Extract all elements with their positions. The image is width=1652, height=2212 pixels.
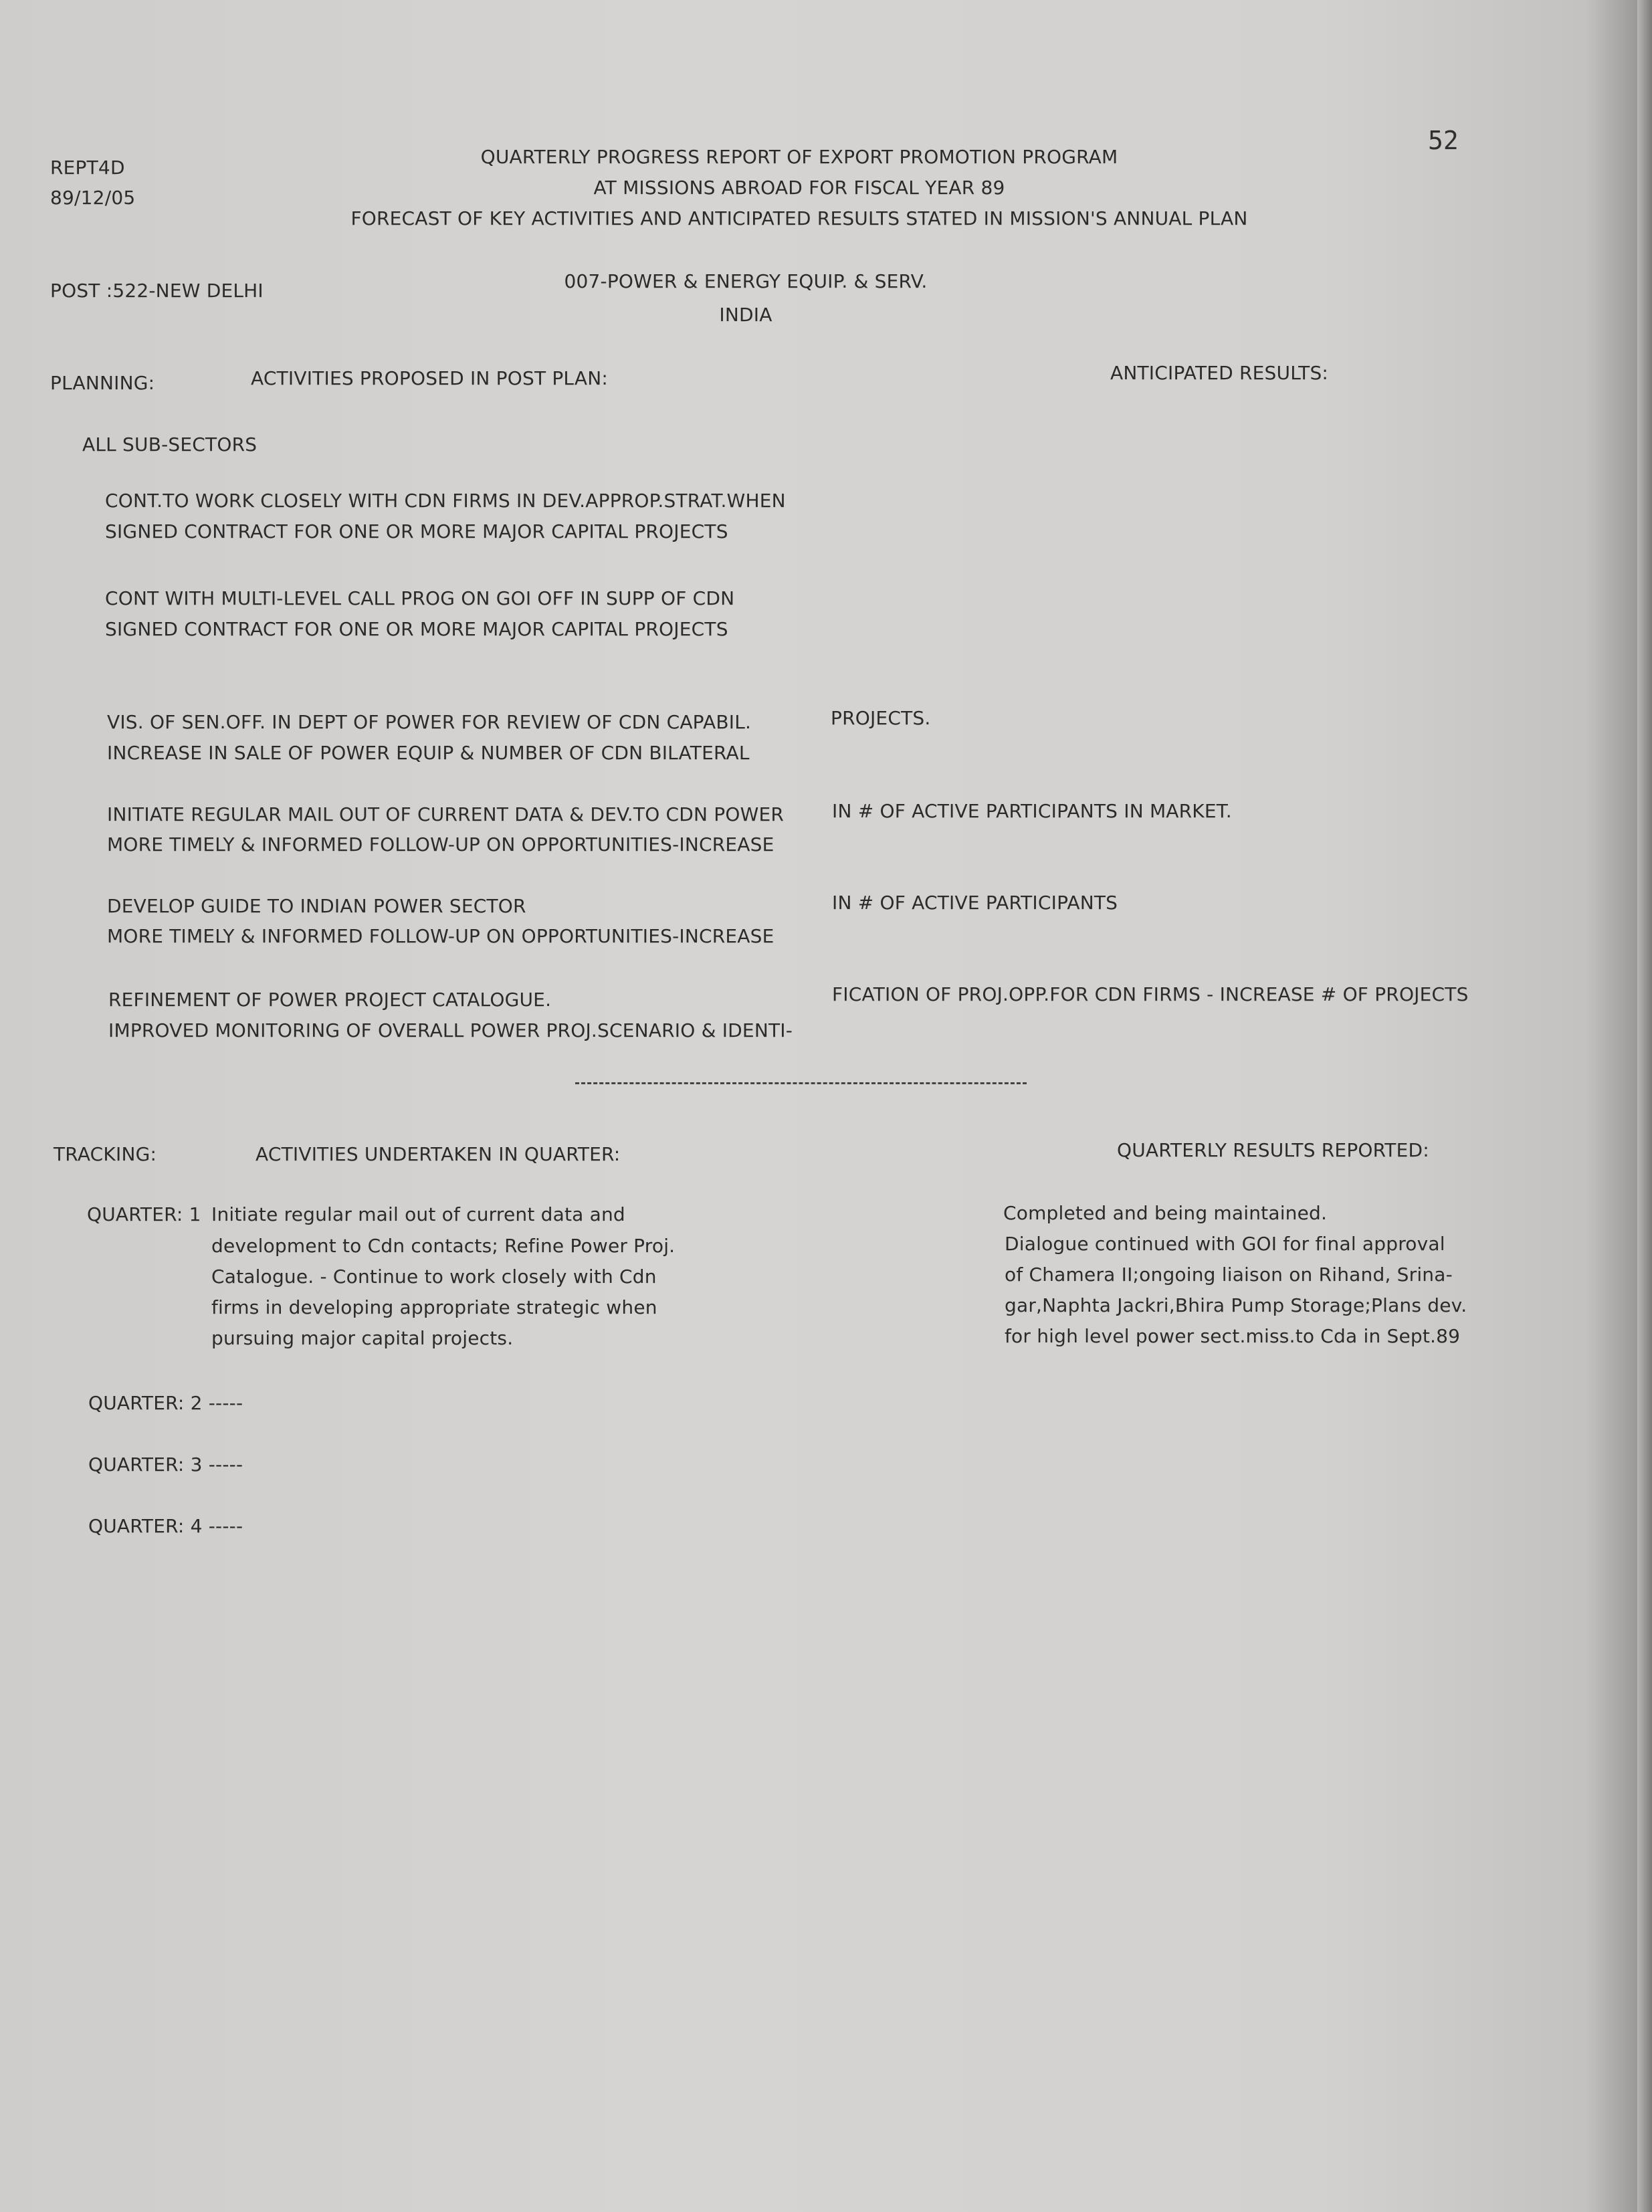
plan-activity-4-line-2: MORE TIMELY & INFORMED FOLLOW-UP ON OPPORTUNITIES-INCREASE xyxy=(107,833,775,856)
page-number: 52 xyxy=(1428,126,1459,155)
post-label: POST :522-NEW DELHI xyxy=(50,280,264,302)
planning-results-heading: ANTICIPATED RESULTS: xyxy=(1110,362,1329,384)
plan-activity-1-line-2: SIGNED CONTRACT FOR ONE OR MORE MAJOR CAPITAL PROJECTS xyxy=(105,520,728,542)
quarter-1-activity-line-3: Catalogue. - Continue to work closely with Cdn xyxy=(211,1266,657,1288)
quarter-1-activity-line-4: firms in developing appropriate strategic when xyxy=(211,1296,657,1318)
quarter-1-label: QUARTER: 1 xyxy=(87,1203,201,1225)
plan-activity-5-line-1: DEVELOP GUIDE TO INDIAN POWER SECTOR xyxy=(107,895,526,917)
quarter-1-result-line-1: Completed and being maintained. xyxy=(1003,1202,1328,1224)
plan-result-4-line-1: IN # OF ACTIVE PARTICIPANTS IN MARKET. xyxy=(832,800,1232,822)
section-divider xyxy=(575,1082,1027,1084)
planning-activities-heading: ACTIVITIES PROPOSED IN POST PLAN: xyxy=(251,367,609,389)
plan-activity-5-line-2: MORE TIMELY & INFORMED FOLLOW-UP ON OPPORTUNITIES-INCREASE xyxy=(107,925,775,947)
subsector-label: ALL SUB-SECTORS xyxy=(82,433,257,456)
plan-activity-2-line-1: CONT WITH MULTI-LEVEL CALL PROG ON GOI OFF IN SUPP OF CDN xyxy=(105,587,735,609)
quarter-1-result-line-5: for high level power sect.miss.to Cda in Sept.89 xyxy=(1005,1325,1461,1347)
quarter-4-label: QUARTER: 4 ----- xyxy=(88,1515,243,1537)
title-line-3: FORECAST OF KEY ACTIVITIES AND ANTICIPATED RESULTS STATED IN MISSION'S ANNUAL PLAN xyxy=(350,207,1248,229)
report-date: 89/12/05 xyxy=(50,187,136,209)
plan-result-5-line-1: IN # OF ACTIVE PARTICIPANTS xyxy=(832,892,1118,914)
quarter-1-activity-line-2: development to Cdn contacts; Refine Power Proj. xyxy=(211,1235,676,1257)
plan-activity-2-line-2: SIGNED CONTRACT FOR ONE OR MORE MAJOR CAPITAL PROJECTS xyxy=(105,618,728,640)
plan-activity-3-line-1: VIS. OF SEN.OFF. IN DEPT OF POWER FOR REVIEW OF CDN CAPABIL. xyxy=(107,711,752,733)
country-label: INDIA xyxy=(719,304,772,326)
tracking-label: TRACKING: xyxy=(54,1143,157,1165)
quarter-1-result-line-3: of Chamera II;ongoing liaison on Rihand, Srina- xyxy=(1005,1264,1453,1286)
title-line-1: QUARTERLY PROGRESS REPORT OF EXPORT PROMOTION PROGRAM xyxy=(480,146,1118,168)
plan-activity-4-line-1: INITIATE REGULAR MAIL OUT OF CURRENT DATA & DEV.TO CDN POWER xyxy=(107,803,785,825)
quarter-1-result-line-2: Dialogue continued with GOI for final approval xyxy=(1005,1233,1445,1255)
plan-activity-6-line-2: IMPROVED MONITORING OF OVERALL POWER PROJ.SCENARIO & IDENTI- xyxy=(108,1019,793,1041)
title-line-2: AT MISSIONS ABROAD FOR FISCAL YEAR 89 xyxy=(593,177,1005,199)
quarter-1-activity-line-1: Initiate regular mail out of current data and xyxy=(211,1203,625,1225)
planning-label: PLANNING: xyxy=(50,372,155,394)
plan-result-3-line-1: PROJECTS. xyxy=(831,707,931,729)
plan-activity-3-line-2: INCREASE IN SALE OF POWER EQUIP & NUMBER OF CDN BILATERAL xyxy=(107,742,750,764)
plan-result-6-line-1: FICATION OF PROJ.OPP.FOR CDN FIRMS - INCREASE # OF PROJECTS xyxy=(832,983,1469,1005)
quarter-3-label: QUARTER: 3 ----- xyxy=(88,1453,243,1476)
tracking-results-heading: QUARTERLY RESULTS REPORTED: xyxy=(1117,1139,1429,1161)
quarter-2-label: QUARTER: 2 ----- xyxy=(88,1392,243,1414)
plan-activity-1-line-1: CONT.TO WORK CLOSELY WITH CDN FIRMS IN DEV.APPROP.STRAT.WHEN xyxy=(105,490,786,512)
page-edge-shadow xyxy=(1637,0,1652,2212)
report-id: REPT4D xyxy=(50,157,125,179)
quarter-1-result-line-4: gar,Naphta Jackri,Bhira Pump Storage;Plans dev. xyxy=(1005,1294,1467,1316)
tracking-activities-heading: ACTIVITIES UNDERTAKEN IN QUARTER: xyxy=(255,1143,621,1165)
quarter-1-activity-line-5: pursuing major capital projects. xyxy=(211,1327,514,1349)
sector-label: 007-POWER & ENERGY EQUIP. & SERV. xyxy=(564,270,928,292)
plan-activity-6-line-1: REFINEMENT OF POWER PROJECT CATALOGUE. xyxy=(108,989,552,1011)
